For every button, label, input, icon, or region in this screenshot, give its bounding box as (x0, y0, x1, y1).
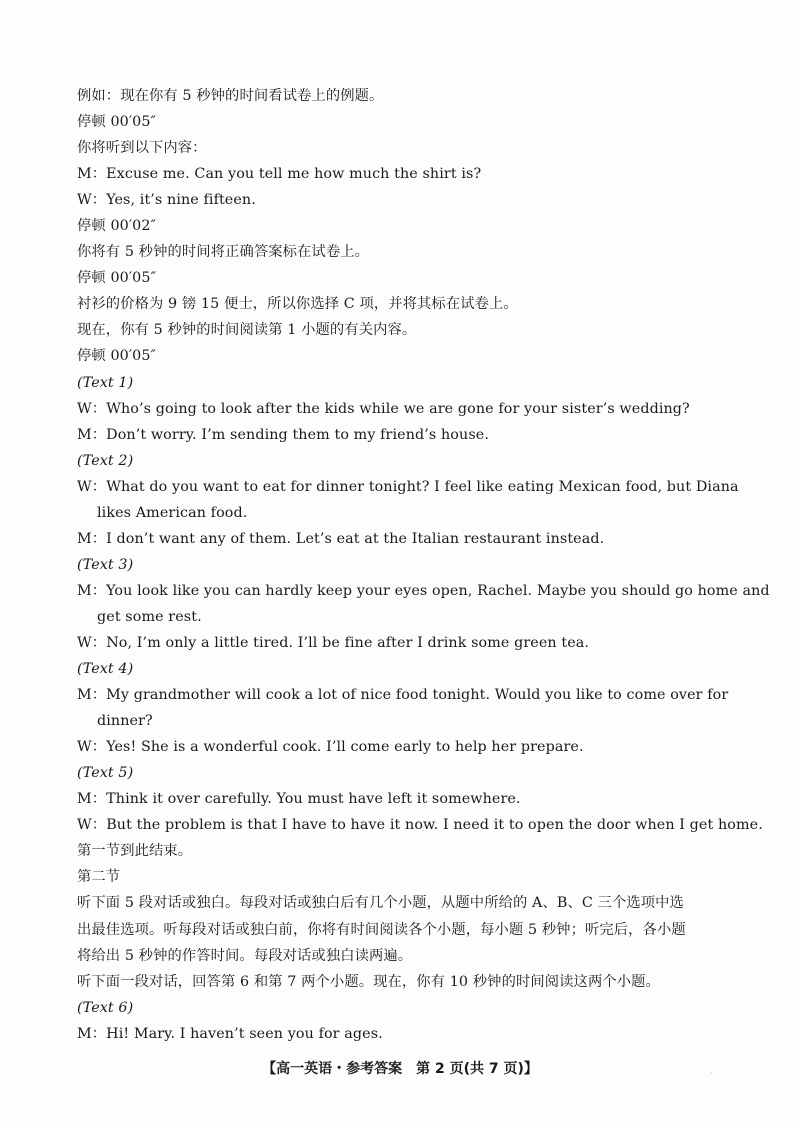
pause-marker: 停顿 00′05″ (77, 270, 157, 287)
text-label: (Text 4) (77, 661, 134, 678)
dialogue-line: W：Yes, it’s nine fifteen. (77, 192, 256, 209)
dialogue-continuation: dinner? (97, 713, 153, 730)
section-heading: 第二节 (77, 869, 121, 886)
text-label: (Text 6) (77, 999, 134, 1016)
dialogue-line: W：What do you want to eat for dinner tonight? I feel like eating Mexican food, but Diana (77, 478, 739, 495)
dialogue-continuation: get some rest. (97, 608, 202, 625)
instruction-line: 出最佳选项。听每段对话或独白前，你将有时间阅读各个小题，每小题 5 秒钟；听完后，各小题 (77, 921, 686, 938)
text-line: 你将有 5 秒钟的时间将正确答案标在试卷上。 (77, 244, 370, 261)
dialogue-line: M：Hi! Mary. I haven’t seen you for ages. (77, 1025, 383, 1042)
text-line: 你将听到以下内容： (77, 140, 207, 157)
section-end: 第一节到此结束。 (77, 843, 193, 860)
dialogue-line: M：Don’t worry. I’m sending them to my friend’s house. (77, 426, 489, 443)
dialogue-line: W：But the problem is that I have to have it now. I need it to open the door when I get home. (77, 817, 763, 834)
dialogue-line: M：My grandmother will cook a lot of nice food tonight. Would you like to come over for (77, 687, 729, 704)
instruction-line: 听下面一段对话，回答第 6 和第 7 两个小题。现在，你有 10 秒钟的时间阅读这两个小题。 (77, 973, 660, 990)
dialogue-line: W：No, I’m only a little tired. I’ll be fine after I drink some green tea. (77, 634, 590, 651)
dialogue-line: M：Think it over carefully. You must have left it somewhere. (77, 791, 521, 808)
text-label: (Text 1) (77, 374, 134, 391)
instruction-line: 听下面 5 段对话或独白。每段对话或独白后有几个小题，从题中所给的 A、B、C 三个选项中选 (77, 895, 684, 912)
dialogue-line: M：I don’t want any of them. Let’s eat at the Italian restaurant instead. (77, 530, 605, 547)
dialogue-line: W：Yes! She is a wonderful cook. I’ll come early to help her prepare. (77, 739, 584, 756)
document-body (77, 83, 770, 1047)
text-line: 衬衫的价格为 9 镑 15 便士，所以你选择 C 项，并将其标在试卷上。 (77, 296, 518, 313)
text-line: 现在，你有 5 秒钟的时间阅读第 1 小题的有关内容。 (77, 322, 417, 339)
page-footer: 【高一英语・参考答案 第 2 页(共 7 页)】 (262, 1061, 538, 1077)
dialogue-continuation: likes American food. (97, 504, 248, 521)
dialogue-line: W：Who’s going to look after the kids while we are gone for your sister’s wedding? (77, 400, 690, 417)
instruction-line: 将给出 5 秒钟的作答时间。每段对话或独白读两遍。 (77, 947, 413, 964)
pause-marker: 停顿 00′05″ (77, 348, 157, 365)
text-label: (Text 3) (77, 556, 134, 573)
corner-mark: · (710, 1068, 714, 1079)
text-label: (Text 2) (77, 452, 134, 469)
text-label: (Text 5) (77, 765, 134, 782)
pause-marker: 停顿 00′05″ (77, 114, 157, 131)
pause-marker: 停顿 00′02″ (77, 218, 157, 235)
text-line: 例如：现在你有 5 秒钟的时间看试卷上的例题。 (77, 88, 384, 104)
dialogue-line: M：Excuse me. Can you tell me how much the shirt is? (77, 166, 482, 183)
dialogue-line: M：You look like you can hardly keep your eyes open, Rachel. Maybe you should go home and (77, 582, 770, 599)
